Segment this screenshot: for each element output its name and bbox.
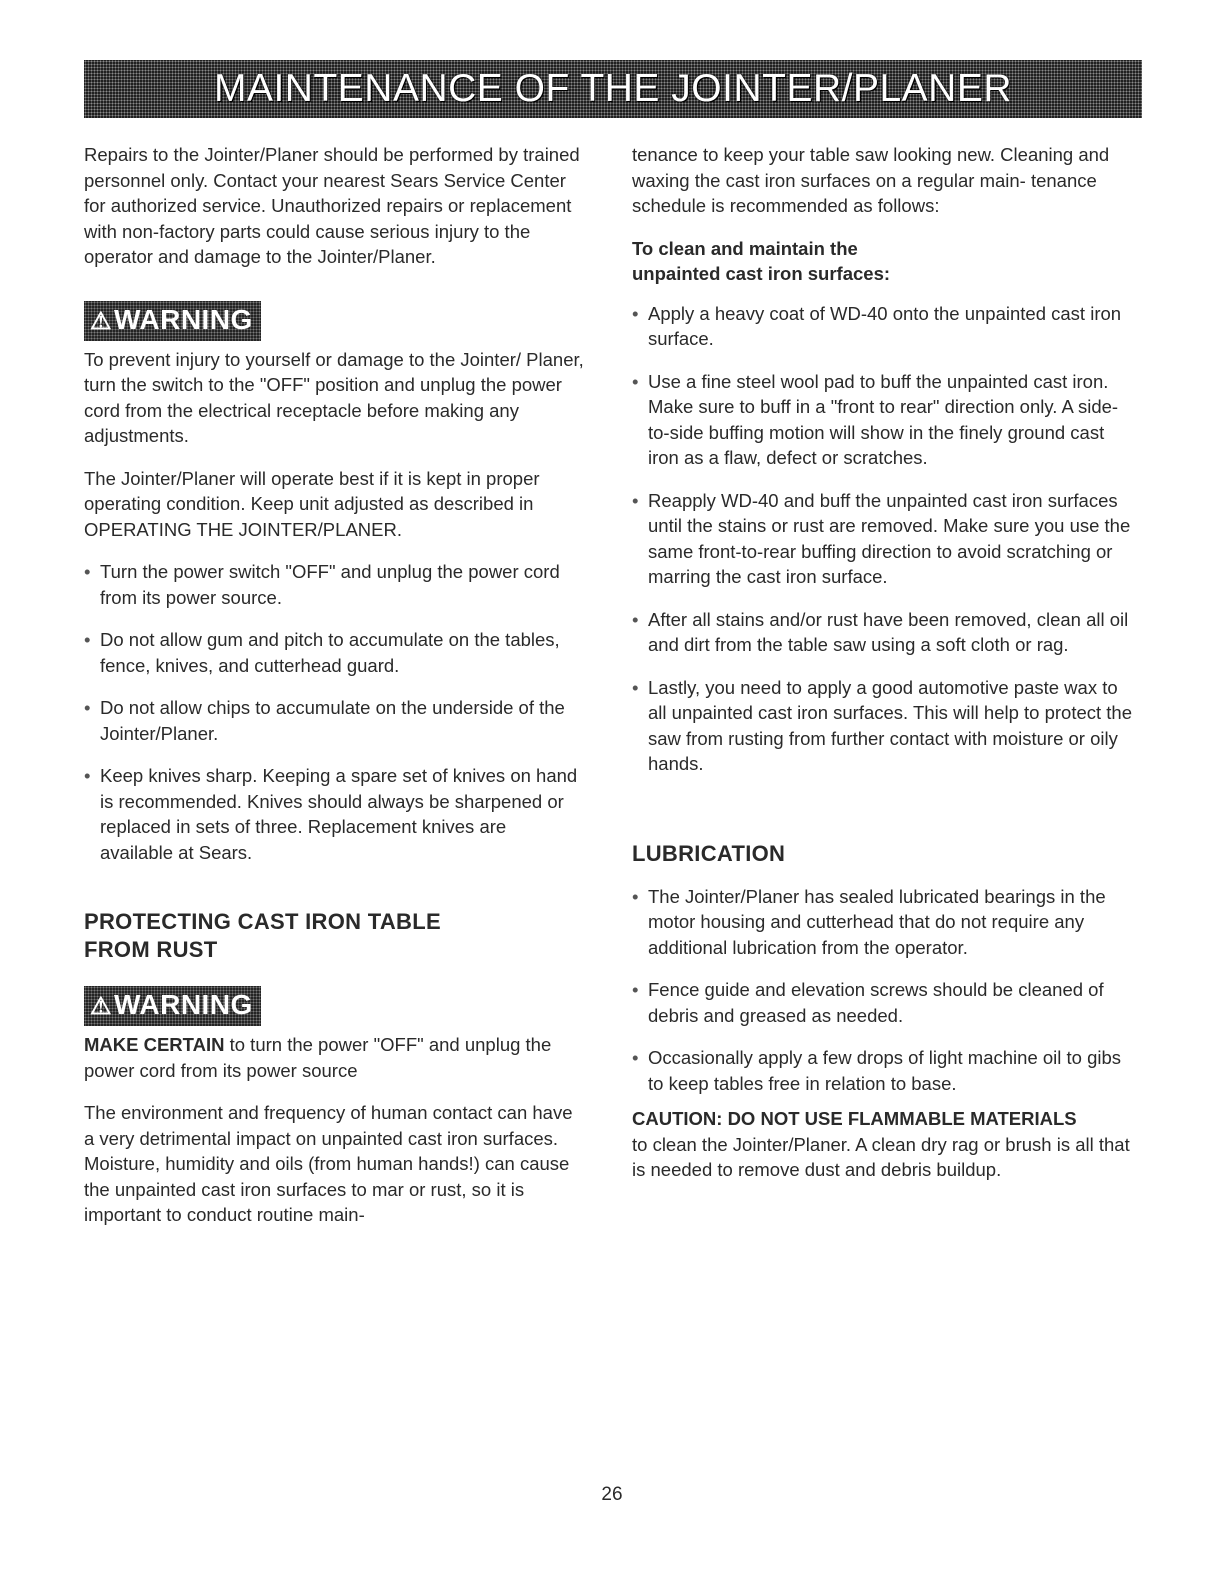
left-column	[84, 142, 584, 1245]
list-item: • Do not allow gum and pitch to accumulate on the tables, fence, knives, and cutterhead guard.	[84, 627, 584, 678]
clean-subheading	[632, 236, 1132, 287]
warning-label-text: WARNING	[114, 989, 253, 1020]
list-item: • Apply a heavy coat of WD-40 onto the unpainted cast iron surface.	[632, 301, 1132, 352]
list-item: • Do not allow chips to accumulate on the underside of the Jointer/Planer.	[84, 695, 584, 746]
rust-heading-line2: FROM RUST	[84, 937, 218, 962]
list-item: • Use a fine steel wool pad to buff the unpainted cast iron. Make sure to buff in a "front to rear" direction only. A side-to-side buffing motion will show in the finely ground cast iron as a flaw, defect or scratches.	[632, 369, 1132, 471]
list-item: • Turn the power switch "OFF" and unplug the power cord from its power source.	[84, 559, 584, 610]
rust-section-heading	[84, 908, 584, 964]
warning-label-text: WARNING	[114, 303, 253, 335]
clean-subheading-line1: To clean and maintain the	[632, 237, 858, 259]
warning-label	[84, 301, 261, 341]
operate-paragraph: The Jointer/Planer will operate best if it is kept in proper operating condition. Keep unit adjusted as described in OPERATING THE JOINTER/PLANER.	[84, 467, 540, 540]
caution-bold: CAUTION: DO NOT USE FLAMMABLE MATERIALS	[632, 1108, 1077, 1129]
environment-paragraph: The environment and frequency of human contact can have a very detrimental impact on unpainted cast iron surfaces. Moisture, humidity and oils (from human hands!) can cause the unpainted cast iron surfaces to mar or rust, so it is important to conduct routine main-	[84, 1102, 573, 1225]
list-item: • Keep knives sharp. Keeping a spare set of knives on hand is recommended. Knives should always be sharpened or replaced in sets of three. Replacement knives are available at Sears.	[84, 763, 584, 865]
right-column	[632, 142, 1132, 1200]
warning-triangle-icon: ⚠	[90, 307, 113, 335]
list-item: • After all stains and/or rust have been removed, clean all oil and dirt from the table saw using a soft cloth or rag.	[632, 607, 1132, 658]
make-certain-bold: MAKE CERTAIN	[84, 1034, 225, 1055]
clean-subheading-line2: unpainted cast iron surfaces:	[632, 263, 891, 284]
caution-paragraph	[632, 1106, 1132, 1183]
lubrication-bullet-list	[632, 884, 1132, 1097]
page-title-banner	[84, 60, 1142, 118]
list-item: • Occasionally apply a few drops of light machine oil to gibs to keep tables free in relation to base.	[632, 1045, 1132, 1096]
list-item: • Fence guide and elevation screws should be cleaned of debris and greased as needed.	[632, 977, 1132, 1028]
rust-heading-line1: PROTECTING CAST IRON TABLE	[84, 909, 441, 934]
list-item: • The Jointer/Planer has sealed lubricated bearings in the motor housing and cutterhead that do not require any additional lubrication from the operator.	[632, 884, 1132, 961]
cleaning-bullet-list	[632, 301, 1132, 777]
continued-paragraph: tenance to keep your table saw looking new. Cleaning and waxing the cast iron surfaces on a regular main- tenance schedule is recommended as follows:	[632, 144, 1110, 216]
page-title: MAINTENANCE OF THE JOINTER/PLANER	[213, 67, 1013, 110]
lubrication-heading: LUBRICATION	[632, 840, 786, 866]
list-item: • Reapply WD-40 and buff the unpainted cast iron surfaces until the stains or rust are removed. Make sure you use the same front-to-rear buffing direction to avoid scratching or marring the cast iron surface.	[632, 488, 1132, 590]
make-certain-paragraph	[84, 1032, 584, 1083]
warning-label	[84, 986, 261, 1026]
page-number: 26	[601, 1484, 623, 1505]
maintenance-bullet-list	[84, 559, 584, 865]
list-item: • Lastly, you need to apply a good automotive paste wax to all unpainted cast iron surfaces. This will help to protect the saw from rusting from further contact with moisture or oily hands.	[632, 675, 1132, 777]
caution-text: to clean the Jointer/Planer. A clean dry rag or brush is all that is needed to remove dust and debris buildup.	[632, 1133, 1130, 1180]
intro-paragraph: Repairs to the Jointer/Planer should be performed by trained personnel only. Contact your nearest Sears Service Center for authorized service. Unauthorized repairs or replacement with non-factory parts could cause serious injury to the operator and damage to the Jointer/Planer.	[84, 144, 580, 267]
make-certain-text: to turn the power "OFF" and unplug the power cord from its power source	[84, 1034, 552, 1081]
warning-paragraph: To prevent injury to yourself or damage to the Jointer/ Planer, turn the switch to the "OFF" position and unplug the power cord from the electrical receptacle before making any adjustments.	[84, 348, 584, 446]
warning-triangle-icon: ⚠	[90, 993, 113, 1020]
